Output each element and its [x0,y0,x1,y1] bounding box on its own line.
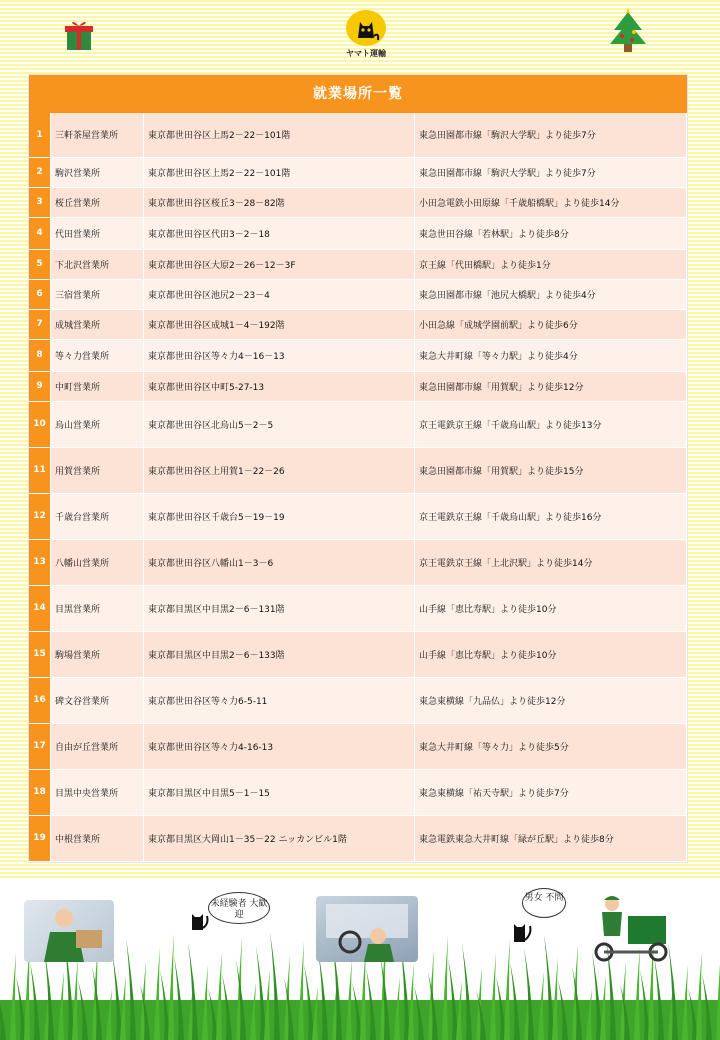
row-number: 1 [29,113,51,157]
black-cat-icon [508,914,534,944]
page-header [0,0,720,70]
table-row [29,279,687,309]
row-number: 15 [29,631,51,677]
table-row [29,187,687,217]
row-number: 9 [29,371,51,401]
workplace-address: 東京都世田谷区北烏山5－2－5 [144,401,415,447]
table-row [29,309,687,339]
table-row [29,539,687,585]
gift-icon [64,18,94,52]
workplace-access: 東急大井町線「等々力」より徒歩5分 [415,723,687,769]
workplace-address: 東京都世田谷区桜丘3－28－82階 [144,187,415,217]
workplace-address: 東京都世田谷区代田3－2－18 [144,217,415,249]
workplace-access: 東急田園都市線「用賀駅」より徒歩15分 [415,447,687,493]
workplace-address: 東京都世田谷区等々力4－16－13 [144,339,415,371]
table-row [29,217,687,249]
workplace-name: 目黒中央営業所 [51,769,144,815]
workplace-access: 京王電鉄京王線「千歳烏山駅」より徒歩16分 [415,493,687,539]
logo-text: ヤマト運輸 [346,49,386,58]
workplace-name: 自由が丘営業所 [51,723,144,769]
table-row [29,585,687,631]
workplace-access: 東急東横線「九品仏」より徒歩12分 [415,677,687,723]
workplace-access: 京王線「代田橋駅」より徒歩1分 [415,249,687,279]
workplace-address: 東京都目黒区中目黒2－6－131階 [144,585,415,631]
row-number: 19 [29,815,51,861]
workplace-access: 京王電鉄京王線「上北沢駅」より徒歩14分 [415,539,687,585]
row-number: 6 [29,279,51,309]
table-row [29,157,687,187]
workplace-name: 駒沢営業所 [51,157,144,187]
row-number: 11 [29,447,51,493]
workplace-name: 桜丘営業所 [51,187,144,217]
workplace-access: 山手線「恵比寿駅」より徒歩10分 [415,631,687,677]
workplace-address: 東京都世田谷区上用賀1－22－26 [144,447,415,493]
row-number: 14 [29,585,51,631]
workplace-address: 東京都目黒区大岡山1－35－22 ニッカンビル1階 [144,815,415,861]
table-row [29,113,687,157]
workplace-address: 東京都世田谷区千歳台5－19－19 [144,493,415,539]
workplace-access: 東急田園都市線「用賀駅」より徒歩12分 [415,371,687,401]
workplace-access: 小田急電鉄小田原線「千歳船橋駅」より徒歩14分 [415,187,687,217]
footer-illustration [0,880,720,1040]
workplace-name: 中根営業所 [51,815,144,861]
table-row [29,447,687,493]
row-number: 10 [29,401,51,447]
bubble-text-1: 未経験者 大歓迎 [210,899,268,920]
workplace-address: 東京都世田谷区上馬2－22－101階 [144,113,415,157]
row-number: 8 [29,339,51,371]
workplace-name: 駒場営業所 [51,631,144,677]
table-row [29,769,687,815]
row-number: 16 [29,677,51,723]
workplace-name: 八幡山営業所 [51,539,144,585]
workplace-name: 中町営業所 [51,371,144,401]
workplace-address: 東京都世田谷区等々力6-5-11 [144,677,415,723]
workplace-address: 東京都世田谷区池尻2－23－4 [144,279,415,309]
bubble-text-2: 男女 不問 [524,893,564,903]
workplace-name: 目黒営業所 [51,585,144,631]
workplace-access: 東急大井町線「等々力駅」より徒歩4分 [415,339,687,371]
workplace-name: 代田営業所 [51,217,144,249]
workplace-address: 東京都世田谷区等々力4-16-13 [144,723,415,769]
workplace-access: 東急田園都市線「池尻大橋駅」より徒歩4分 [415,279,687,309]
workplace-name: 下北沢営業所 [51,249,144,279]
table-row [29,723,687,769]
workplace-name: 成城営業所 [51,309,144,339]
row-number: 5 [29,249,51,279]
row-number: 4 [29,217,51,249]
workplace-name: 碑文谷営業所 [51,677,144,723]
row-number: 7 [29,309,51,339]
workplace-address: 東京都世田谷区上馬2－22－101階 [144,157,415,187]
workplace-name: 烏山営業所 [51,401,144,447]
driver-photo [316,896,418,962]
table-row [29,815,687,861]
workplace-access: 東急東横線「祐天寺駅」より徒歩7分 [415,769,687,815]
row-number: 3 [29,187,51,217]
row-number: 2 [29,157,51,187]
workplace-address: 東京都世田谷区八幡山1－3－6 [144,539,415,585]
workplace-address: 東京都目黒区中目黒5－1－15 [144,769,415,815]
workplace-access: 東急電鉄東急大井町線「緑が丘駅」より徒歩8分 [415,815,687,861]
workplace-access: 小田急線「成城学園前駅」より徒歩6分 [415,309,687,339]
workplace-address: 東京都世田谷区中町5-27-13 [144,371,415,401]
delivery-cart-icon [588,894,672,966]
table-row [29,249,687,279]
workplace-name: 三宿営業所 [51,279,144,309]
company-logo [338,10,394,66]
black-cat-icon [186,906,210,932]
page-title: 就業場所一覧 [29,75,687,113]
workplace-name: 三軒茶屋営業所 [51,113,144,157]
christmas-tree-icon [608,8,648,56]
workplace-access: 東急田園都市線「駒沢大学駅」より徒歩7分 [415,113,687,157]
workplace-name: 千歳台営業所 [51,493,144,539]
row-number: 13 [29,539,51,585]
black-cat-logo-icon [346,10,386,46]
row-number: 17 [29,723,51,769]
workplace-access: 東急田園都市線「駒沢大学駅」より徒歩7分 [415,157,687,187]
workplace-table [29,113,687,862]
workplace-list-sheet [28,74,688,863]
table-row [29,631,687,677]
workplace-access: 東急世田谷線「若林駅」より徒歩8分 [415,217,687,249]
table-row [29,677,687,723]
workplace-address: 東京都世田谷区大原2－26－12－3F [144,249,415,279]
workplace-access: 京王電鉄京王線「千歳烏山駅」より徒歩13分 [415,401,687,447]
row-number: 12 [29,493,51,539]
table-row [29,339,687,371]
table-row [29,493,687,539]
speech-bubble-inexperienced-welcome [208,892,270,924]
delivery-worker-photo [24,900,114,962]
workplace-name: 用賀営業所 [51,447,144,493]
row-number: 18 [29,769,51,815]
workplace-access: 山手線「恵比寿駅」より徒歩10分 [415,585,687,631]
table-row [29,371,687,401]
table-row [29,401,687,447]
workplace-address: 東京都目黒区中目黒2－6－133階 [144,631,415,677]
workplace-name: 等々力営業所 [51,339,144,371]
workplace-address: 東京都世田谷区成城1－4－192階 [144,309,415,339]
